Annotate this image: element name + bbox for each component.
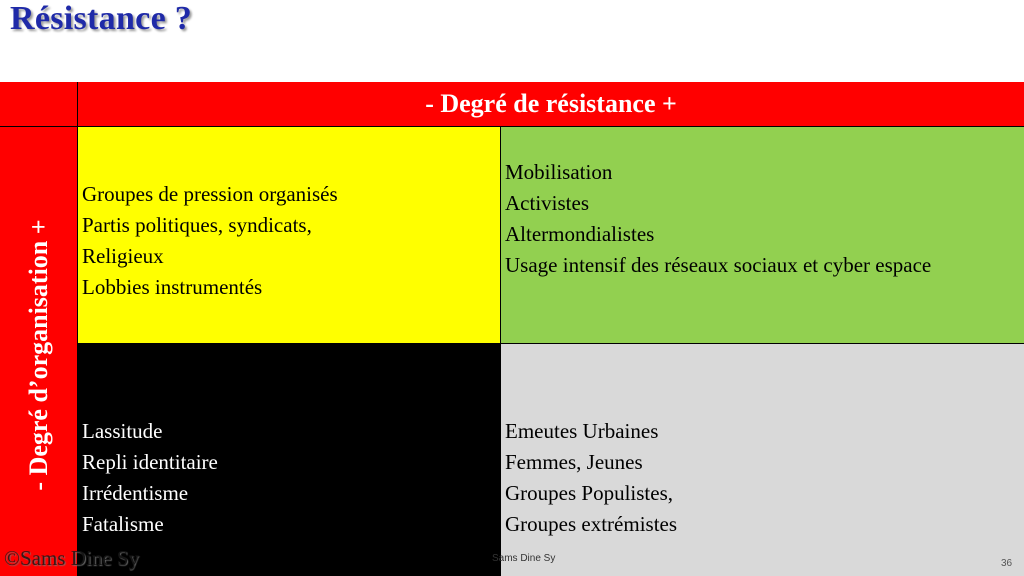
cell-line: Activistes <box>505 191 589 215</box>
cell-line: Repli identitaire <box>82 450 218 474</box>
cell-line: Religieux <box>82 244 164 268</box>
page-number: 36 <box>1001 558 1013 569</box>
cell-line: Usage intensif des réseaux sociaux et cyber espace <box>505 253 932 277</box>
cell-line: Femmes, Jeunes <box>505 450 643 474</box>
cell-line: Groupes extrémistes <box>505 512 678 536</box>
cell-line: Partis politiques, syndicats, <box>82 213 312 237</box>
row-header <box>0 127 78 576</box>
copyright-watermark: ©Sams Dine Sy <box>4 546 139 570</box>
cell-line: Groupes de pression organisés <box>82 182 338 206</box>
cell-line: Groupes Populistes, <box>505 481 673 505</box>
slide-title: Résistance ? <box>10 0 193 37</box>
cell-top-right <box>500 127 1024 343</box>
column-header: - Degré de résistance + <box>78 82 1024 127</box>
resistance-matrix <box>0 82 1024 576</box>
row-header-label: - Degré d’organisation + <box>24 219 53 491</box>
matrix-corner <box>0 82 78 127</box>
cell-line: Lassitude <box>82 419 163 443</box>
cell-top-left <box>78 127 500 343</box>
footer-author: Sams Dine Sy <box>492 553 556 564</box>
cell-line: Emeutes Urbaines <box>505 419 659 443</box>
cell-line: Irrédentisme <box>82 481 189 505</box>
cell-bottom-right <box>500 343 1024 576</box>
cell-line: Fatalisme <box>82 512 164 536</box>
cell-line: Lobbies instrumentés <box>82 275 263 299</box>
cell-bottom-left <box>78 343 500 576</box>
cell-line: Altermondialistes <box>505 222 655 246</box>
cell-line: Mobilisation <box>505 160 613 184</box>
